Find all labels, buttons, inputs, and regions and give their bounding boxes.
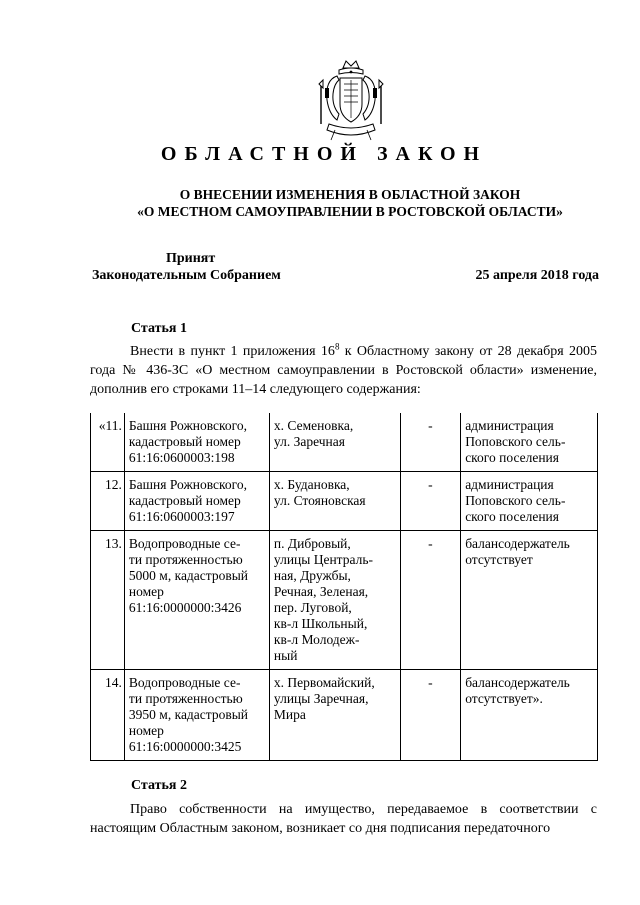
object-owner-line: Поповского сель-: [465, 434, 566, 449]
subtitle-line-2: «О МЕСТНОМ САМОУПРАВЛЕНИИ В РОСТОВСКОЙ ОБЛАСТИ»: [137, 204, 563, 219]
object-address-line: улицы Централь-: [273, 552, 373, 567]
object-owner-line: администрация: [465, 477, 554, 492]
object-address-line: кв-л Молодеж-: [273, 632, 360, 647]
object-owner-line: администрация: [465, 418, 554, 433]
article-2-heading: Статья 2: [131, 778, 187, 793]
document-subtitle: [100, 186, 600, 220]
empty-dash-cell: -: [400, 413, 461, 472]
object-owner-line: балансодержатель: [465, 536, 570, 551]
table-row: [91, 472, 598, 531]
empty-dash-cell: -: [400, 670, 461, 761]
empty-dash-cell: -: [400, 531, 461, 670]
adopted-label: Принят: [166, 251, 216, 266]
coat-of-arms-icon: [315, 58, 387, 144]
object-name-line: 5000 м, кадастровый: [128, 568, 249, 583]
object-address-cell: [269, 670, 400, 761]
object-owner-line: отсутствует: [465, 552, 533, 567]
object-name-line: 61:16:0600003:198: [128, 450, 235, 465]
object-owner-line: ского поселения: [465, 509, 559, 524]
object-address-line: Речная, Зеленая,: [273, 584, 369, 599]
object-address-cell: [269, 531, 400, 670]
empty-dash-cell: -: [400, 472, 461, 531]
article-2-text: Право собственности на имущество, передаваемое в соответствии с настоящим Областным законом, возникает со дня подписания передаточного: [90, 802, 597, 836]
object-name-line: кадастровый номер: [128, 493, 241, 508]
property-table: [90, 413, 598, 761]
object-name-line: 61:16:0000000:3426: [128, 600, 242, 615]
object-name-cell: [124, 531, 269, 670]
object-name-line: Водопроводные се-: [128, 675, 241, 690]
object-address-line: ул. Стояновская: [273, 493, 366, 508]
object-name-cell: [124, 472, 269, 531]
object-name-line: ти протяженностью: [128, 691, 243, 706]
object-owner-line: ского поселения: [465, 450, 559, 465]
object-name-line: кадастровый номер: [128, 434, 241, 449]
table-row: [91, 670, 598, 761]
object-owner-line: отсутствует».: [465, 691, 543, 706]
article-1-text: [90, 342, 597, 399]
object-address-cell: [269, 413, 400, 472]
object-name-line: ти протяженностью: [128, 552, 243, 567]
object-name-cell: [124, 413, 269, 472]
row-number-cell: 14.: [91, 670, 125, 761]
object-owner-line: балансодержатель: [465, 675, 570, 690]
table-row: [91, 531, 598, 670]
object-owner-cell: [461, 531, 598, 670]
adopted-date: 25 апреля 2018 года: [475, 268, 599, 283]
object-address-line: Мира: [273, 707, 306, 722]
object-name-line: Башня Рожновского,: [128, 418, 247, 433]
object-address-line: х. Семеновка,: [273, 418, 354, 433]
object-name-cell: [124, 670, 269, 761]
object-owner-cell: [461, 472, 598, 531]
object-address-line: ный: [273, 648, 298, 663]
row-number-cell: 13.: [91, 531, 125, 670]
object-address-line: х. Первомайский,: [273, 675, 375, 690]
table-row: [91, 413, 598, 472]
subtitle-line-1: О ВНЕСЕНИИ ИЗМЕНЕНИЯ В ОБЛАСТНОЙ ЗАКОН: [179, 187, 521, 202]
object-name-line: номер: [128, 584, 164, 599]
object-address-line: улицы Заречная,: [273, 691, 369, 706]
object-address-line: пер. Луговой,: [273, 600, 352, 615]
row-number-cell: 12.: [91, 472, 125, 531]
article-1-text-part1: Внести в пункт 1 приложения 16: [130, 344, 335, 359]
adopted-body: Законодательным Собранием: [92, 268, 281, 283]
object-name-line: номер: [128, 723, 164, 738]
article-1-heading: Статья 1: [131, 321, 187, 336]
object-address-line: п. Дибровый,: [273, 536, 351, 551]
object-address-line: кв-л Школьный,: [273, 616, 368, 631]
object-name-line: Водопроводные се-: [128, 536, 241, 551]
object-name-line: 61:16:0000000:3425: [128, 739, 242, 754]
row-number-cell: «11.: [91, 413, 125, 472]
object-address-line: х. Будановка,: [273, 477, 350, 492]
article-1-text-part2: к Областному закону от 28 декабря 2005 года № 436-ЗС «О местном самоуправлении в Ростовской области» изменение, дополнив его строками 11–14 следующего содержания:: [90, 344, 597, 397]
object-owner-cell: [461, 413, 598, 472]
object-owner-cell: [461, 670, 598, 761]
document-title: ОБЛАСТНОЙ ЗАКОН: [160, 143, 488, 165]
object-address-cell: [269, 472, 400, 531]
object-name-line: 3950 м, кадастровый: [128, 707, 249, 722]
object-address-line: ная, Дружбы,: [273, 568, 351, 583]
object-address-line: ул. Заречная: [273, 434, 345, 449]
object-owner-line: Поповского сель-: [465, 493, 566, 508]
object-name-line: 61:16:0600003:197: [128, 509, 235, 524]
object-name-line: Башня Рожновского,: [128, 477, 247, 492]
adopted-by: [92, 250, 281, 284]
article-1-superscript: 8: [334, 341, 340, 352]
